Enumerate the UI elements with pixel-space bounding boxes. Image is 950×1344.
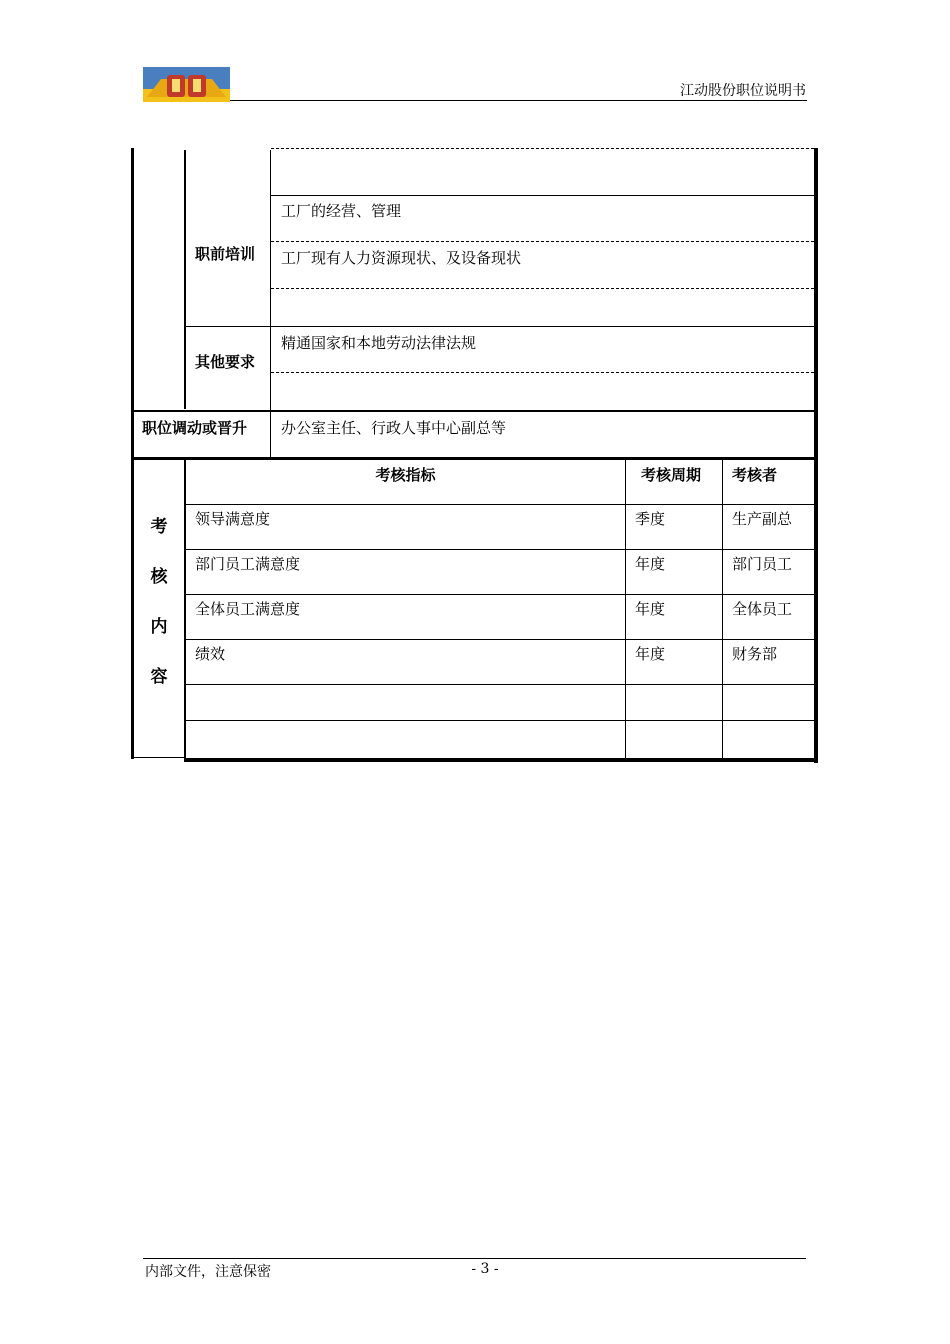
other-requirements-label: 其他要求 [195, 353, 256, 371]
indicator-cell: 全体员工满意度 [195, 600, 301, 618]
document-title: 江动股份职位说明书 [680, 83, 806, 99]
period-cell: 年度 [635, 555, 666, 573]
confidential-note: 内部文件，注意保密 [145, 1264, 271, 1280]
section-char: 考 [150, 517, 168, 537]
header-period: 考核周期 [641, 466, 702, 484]
page-number: - 3 - [471, 1261, 499, 1277]
indicator-cell: 绩效 [195, 645, 226, 663]
indicator-cell: 部门员工满意度 [195, 555, 301, 573]
indicator-cell: 领导满意度 [195, 510, 271, 528]
requirement-item: 精通国家和本地劳动法律法规 [281, 334, 477, 352]
company-logo [143, 67, 230, 102]
period-cell: 年度 [635, 645, 666, 663]
pre-job-training-label: 职前培训 [195, 245, 256, 263]
assessor-cell: 全体员工 [732, 600, 793, 618]
training-item: 工厂现有人力资源现状、及设备现状 [281, 249, 522, 267]
assessor-cell: 生产副总 [732, 510, 793, 528]
section-char: 容 [150, 667, 168, 687]
training-item: 工厂的经营、管理 [281, 202, 402, 220]
footer-rule [143, 1258, 806, 1259]
header-indicator: 考核指标 [375, 466, 436, 484]
period-cell: 季度 [635, 510, 666, 528]
transfer-promotion-value: 办公室主任、行政人事中心副总等 [281, 419, 507, 437]
transfer-promotion-label: 职位调动或晋升 [142, 419, 248, 437]
assessor-cell: 部门员工 [732, 555, 793, 573]
section-char: 内 [150, 617, 168, 637]
section-char: 核 [150, 567, 168, 587]
assessor-cell: 财务部 [732, 645, 778, 663]
header-assessor: 考核者 [732, 466, 778, 484]
period-cell: 年度 [635, 600, 666, 618]
header-rule [230, 100, 807, 101]
